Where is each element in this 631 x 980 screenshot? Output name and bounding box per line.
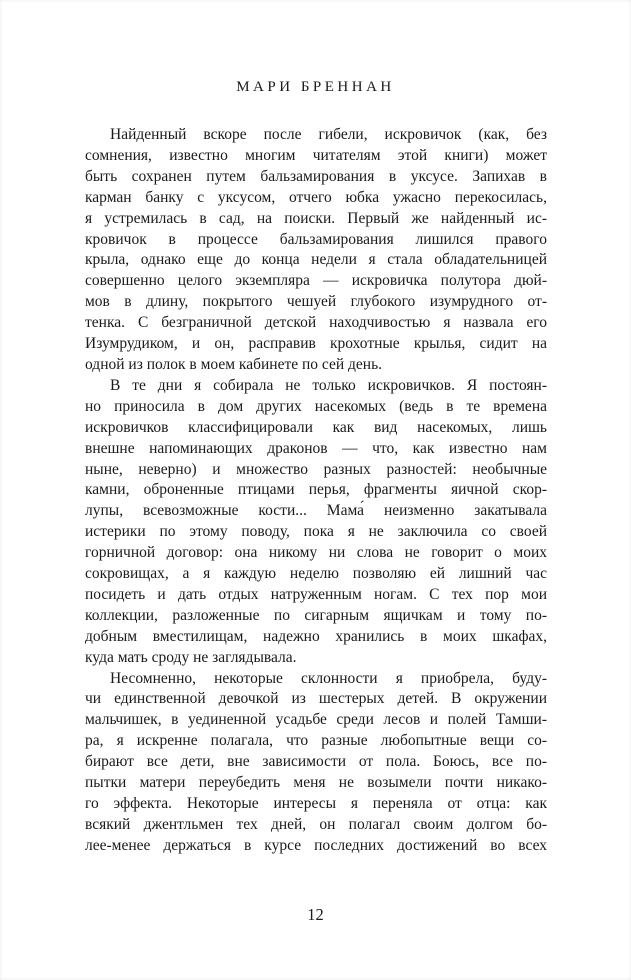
running-header: МАРИ БРЕННАН — [236, 79, 395, 95]
text-line: мальчишек, в уединенной усадьбе среди лесов и полей Тамши- — [85, 711, 547, 729]
text-line: но приносила в дом других насекомых (ведь в те времена — [85, 397, 547, 415]
text-line: ныне, неверно) и множество разных разностей: необычные — [85, 460, 547, 478]
text-line: искровичков классифицировали как вид насекомых, лишь — [85, 418, 547, 436]
text-line: куда мать сроду не заглядывала. — [85, 648, 297, 666]
text-line: лее-менее держаться в курсе последних достижений во всех — [85, 836, 547, 854]
text-line: го эффекта. Некоторые интересы я переняла от отца: как — [85, 795, 547, 812]
text-line: бирают все дети, вне зависимости от пола. Боюсь, все по- — [85, 753, 547, 771]
text-line: мов в длину, покрытого чешуей глубокого изумрудного от- — [85, 293, 547, 311]
text-line: тенка. С безграничной детской находчивостью я назвала его — [85, 314, 547, 332]
text-line: всякий джентльмен тех дней, он полагал своим долгом бо- — [85, 815, 547, 833]
text-line: крыла, однако еще до конца недели я стала обладательницей — [85, 251, 547, 269]
text-line: истерики по этому поводу, пока я не заключила со своей — [85, 523, 547, 541]
text-line: Изумрудиком, и он, расправив крохотные крылья, сидит на — [85, 335, 547, 353]
text-line: лупы, всевозможные кости... Мама́ неизменно закатывала — [85, 502, 547, 520]
text-line: я устремилась в сад, на поиски. Первый же найденный ис- — [85, 209, 547, 227]
text-line: горничной договор: она никому ни слова не говорит о моих — [85, 544, 547, 562]
text-line: сокровищах, а я каждую неделю позволяю ей лишний час — [85, 565, 547, 583]
text-line: добным вместилищам, надежно хранились в моих шкафах, — [85, 627, 547, 645]
text-line: коллекции, разложенные по сигарным ящичкам и тому по- — [85, 606, 547, 624]
text-line: чи единственной девочкой из шестерых детей. В окружении — [85, 690, 547, 708]
text-line: посидеть и дать отдых натруженным ногам. С тех пор мои — [85, 585, 547, 603]
text-line: карман банку с уксусом, отчего юбка ужасно перекосилась, — [85, 188, 547, 206]
text-line: Несомненно, некоторые склонности я приобрела, буду- — [110, 669, 547, 687]
body-text — [85, 125, 547, 857]
text-line: В те дни я собирала не только искровичков. Я постоян- — [110, 376, 547, 394]
text-line: ра, я искренне полагала, что разные любопытные вещи со- — [85, 732, 547, 750]
text-line: внешне напоминающих драконов — что, как известно нам — [85, 439, 547, 457]
text-line: Найденный вскоре после гибели, искровичок (как, без — [110, 126, 547, 143]
text-line: камни, оброненные птицами перья, фрагменты яичной скор- — [85, 481, 547, 499]
text-line: кровичок в процессе бальзамирования лишился правого — [85, 230, 547, 248]
text-line: пытки матери переубедить меня не возымели почти никако- — [85, 774, 547, 792]
text-line: одной из полок в моем кабинете по сей день. — [85, 355, 383, 373]
text-line: совершенно целого экземпляра — искровичка полутора дюй- — [85, 272, 547, 290]
page-number: 12 — [307, 905, 324, 924]
text-line: сомнения, известно многим читателям этой книги) может — [85, 146, 547, 164]
text-line: быть сохранен путем бальзамирования в уксусе. Запихав в — [85, 167, 547, 185]
